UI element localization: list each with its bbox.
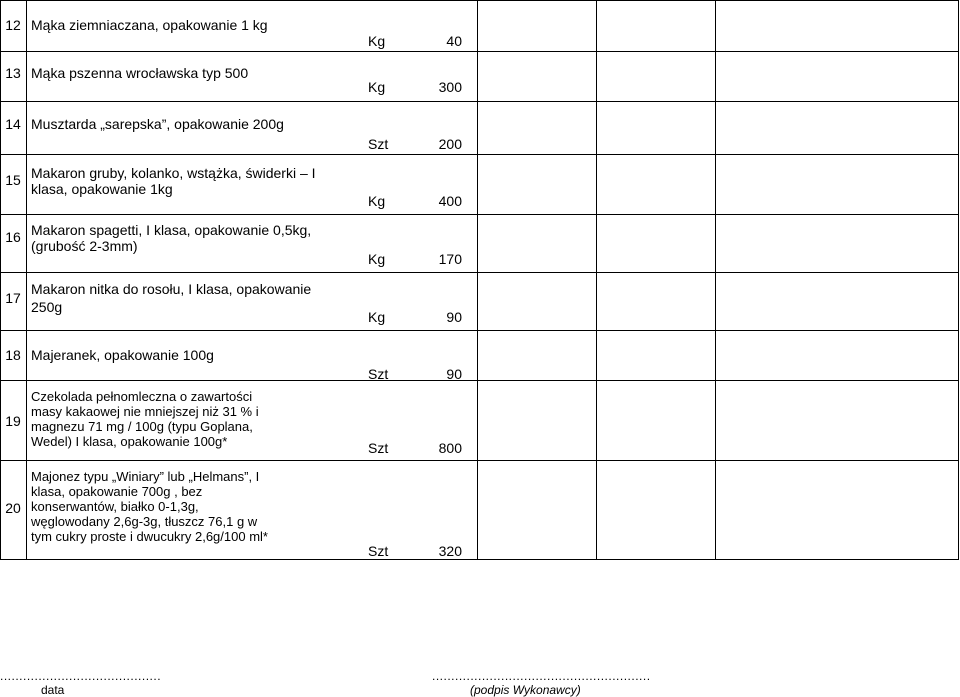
signature-dotted-line: ......................................................... xyxy=(432,669,651,683)
row-description: Majonez typu „Winiary” lub „Helmans”, I xyxy=(31,469,260,484)
grid-line xyxy=(0,154,959,155)
row-unit: Kg xyxy=(368,33,386,49)
row-quantity: 300 xyxy=(438,79,462,95)
row-description: Wedel) I klasa, opakowanie 100g* xyxy=(31,434,228,449)
row-description: Mąka pszenna wrocławska typ 500 xyxy=(31,65,249,81)
row-quantity: 400 xyxy=(438,193,462,209)
row-description: Makaron gruby, kolanko, wstążka, świderki – I xyxy=(31,165,316,181)
row-quantity: 200 xyxy=(438,136,462,152)
grid-line xyxy=(0,559,959,560)
row-description: Mąka ziemniaczana, opakowanie 1 kg xyxy=(31,17,268,33)
row-number: 19 xyxy=(5,413,21,429)
row-quantity: 40 xyxy=(446,33,462,49)
date-dotted-line: .......................................... xyxy=(0,669,162,683)
grid-line xyxy=(26,0,27,560)
row-description: węglowodany 2,6g-3g, tłuszcz 76,1 g w xyxy=(31,514,258,529)
grid-line xyxy=(0,0,1,560)
grid-line xyxy=(0,380,959,381)
row-number: 13 xyxy=(5,65,21,81)
row-number: 16 xyxy=(5,229,21,245)
grid-line xyxy=(0,51,959,52)
grid-line xyxy=(0,101,959,102)
row-quantity: 90 xyxy=(446,309,462,325)
row-unit: Kg xyxy=(368,251,386,267)
grid-line xyxy=(0,330,959,331)
row-description: Makaron nitka do rosołu, I klasa, opakowanie xyxy=(31,281,312,297)
grid-line xyxy=(0,272,959,273)
row-description: Czekolada pełnomleczna o zawartości xyxy=(31,389,253,404)
row-description: (grubość 2-3mm) xyxy=(31,238,138,254)
grid-line xyxy=(477,0,478,560)
row-quantity: 320 xyxy=(438,543,462,559)
row-unit: Kg xyxy=(368,193,386,209)
row-number: 18 xyxy=(5,347,21,363)
row-description: klasa, opakowanie 1kg xyxy=(31,181,173,197)
row-number: 14 xyxy=(5,116,21,132)
row-unit: Kg xyxy=(368,79,386,95)
grid-line xyxy=(958,0,959,560)
row-unit: Szt xyxy=(368,440,389,456)
row-quantity: 90 xyxy=(446,366,462,382)
row-unit: Szt xyxy=(368,366,389,382)
row-number: 12 xyxy=(5,17,21,33)
row-description: Musztarda „sarepska”, opakowanie 200g xyxy=(31,116,284,132)
row-unit: Szt xyxy=(368,543,389,559)
row-quantity: 170 xyxy=(438,251,462,267)
row-description: konserwantów, białko 0-1,3g, xyxy=(31,499,199,514)
row-quantity: 800 xyxy=(438,440,462,456)
row-unit: Szt xyxy=(368,136,389,152)
row-number: 15 xyxy=(5,172,21,188)
row-description: klasa, opakowanie 700g , bez xyxy=(31,484,203,499)
grid-line xyxy=(715,0,716,560)
grid-line xyxy=(596,0,597,560)
row-number: 20 xyxy=(5,500,21,516)
signature-label: (podpis Wykonawcy) xyxy=(470,683,581,697)
date-label: data xyxy=(41,683,65,697)
row-number: 17 xyxy=(5,290,21,306)
row-description: masy kakaowej nie mniejszej niż 31 % i xyxy=(31,404,259,419)
grid-line xyxy=(0,460,959,461)
row-description: Majeranek, opakowanie 100g xyxy=(31,347,214,363)
row-unit: Kg xyxy=(368,309,386,325)
row-description: tym cukry proste i dwucukry 2,6g/100 ml* xyxy=(31,529,268,544)
row-description: 250g xyxy=(31,299,63,315)
grid-line xyxy=(0,0,959,1)
row-description: Makaron spagetti, I klasa, opakowanie 0,5kg, xyxy=(31,222,312,238)
row-description: magnezu 71 mg / 100g (typu Goplana, xyxy=(31,419,253,434)
grid-line xyxy=(0,214,959,215)
